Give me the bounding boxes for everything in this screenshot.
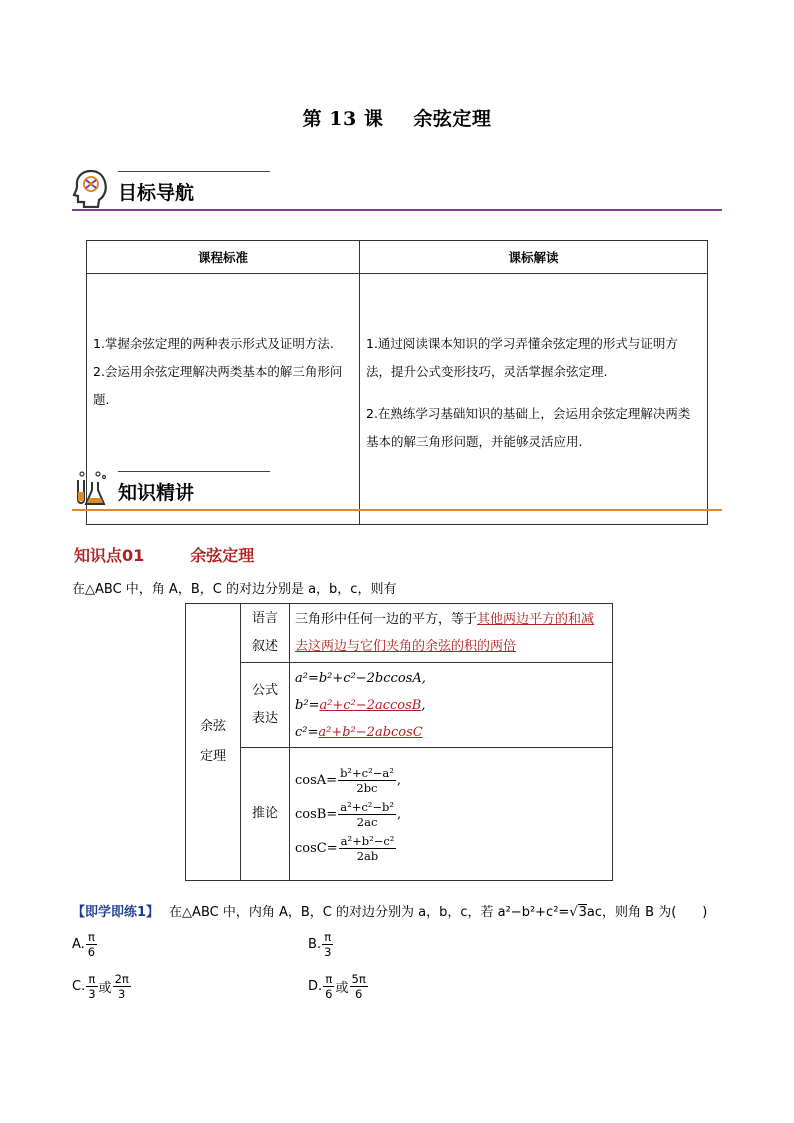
option-a-label: A.: [72, 937, 85, 952]
cosine-law-table: [185, 603, 613, 881]
fraction-numerator: π: [323, 972, 334, 987]
formula-c: a²+b²−2abcosC: [318, 724, 423, 740]
fraction-numerator: π: [86, 930, 97, 945]
option-c-label: C.: [72, 979, 86, 994]
knowledge-point-number: 知识点01: [74, 546, 145, 565]
formula-b-prefix: b²=: [295, 697, 320, 713]
section-header-knowledge: [72, 468, 722, 512]
section-divider-knowledge: [72, 509, 722, 511]
formula-b-line: b²=a²+c²−2accosB,: [295, 697, 426, 713]
option-d-fraction-1: [323, 972, 334, 1001]
formula-c-line: [295, 719, 607, 746]
fraction-denominator: 6: [325, 987, 333, 1001]
knowledge-intro: 在△ABC 中，角 A，B，C 的对边分别是 a，b，c，则有: [72, 582, 397, 597]
knowledge-point-heading: [74, 543, 254, 566]
fraction-denominator: 2ac: [356, 814, 378, 829]
corollary-lhs: cosB=: [295, 806, 338, 822]
formula-a: a²=b²+c²−2bccosA,: [295, 670, 426, 686]
interpretation-item: 2.在熟练学习基础知识的基础上，会运用余弦定理解决两类基本的解三角形问题，并能够灵活应用.: [366, 406, 691, 449]
formula-content-cell: [290, 663, 613, 748]
exercise-tag: 【即学即练1】: [72, 905, 160, 920]
corollary-lhs: cosA=: [295, 772, 338, 788]
standard-item: 1.掌握余弦定理的两种表示形式及证明方法.: [93, 336, 334, 351]
corollary-fraction: [339, 834, 397, 863]
page-title: [0, 104, 794, 131]
exercise-stem-post: ac，则角 B 为( ): [586, 905, 708, 920]
exercise-stem-pre: 在△ABC 中，内角 A，B，C 的对边分别为 a，b，c，若 a²−b²+c²=: [169, 905, 570, 920]
lesson-number: 第 13 课: [302, 108, 384, 130]
fraction-denominator: 6: [87, 945, 96, 959]
fraction-numerator: b²+c²−a²: [340, 765, 394, 780]
option-b[interactable]: [308, 930, 334, 959]
lang-label-cell: [241, 604, 290, 663]
corollary-fraction: [338, 800, 396, 829]
corollary-content-cell: [290, 748, 613, 881]
fraction-denominator: 3: [118, 987, 126, 1001]
lang-plain-text: 三角形中任何一边的平方，等于: [295, 612, 478, 627]
option-d-label: D.: [308, 979, 323, 994]
option-c-fraction-2: [113, 972, 131, 1001]
formula-label-cell: [241, 663, 290, 748]
option-a[interactable]: [72, 930, 98, 959]
option-b-fraction: [322, 930, 333, 959]
section-header-goals: [72, 168, 722, 212]
fraction-denominator: 2bc: [356, 780, 378, 795]
standard-item: 2.会运用余弦定理解决两类基本的解三角形问题.: [93, 364, 343, 407]
corollary-label-cell: [241, 748, 290, 881]
formula-c-prefix: c²=: [295, 724, 319, 740]
formula-label: 公式表达: [251, 683, 278, 726]
corollary-row: [295, 797, 607, 831]
section-divider-goals: [72, 209, 722, 211]
fraction-denominator: 3: [324, 945, 332, 959]
law-label-cell: [186, 604, 241, 881]
corollary-row: [295, 763, 607, 797]
option-d[interactable]: [308, 972, 369, 1001]
interpretation-item: 1.通过阅读课本知识的学习弄懂余弦定理的形式与证明方法，提升公式变形技巧，灵活掌握余弦定理.: [366, 336, 678, 379]
section-title-goals: 目标导航: [118, 182, 195, 204]
fraction-numerator: π: [86, 972, 97, 987]
lang-content-cell: [290, 604, 613, 663]
fraction-numerator: π: [322, 930, 333, 945]
lang-underlined-text: 其他两边平方的和减去这两边与它们夹角的余弦的积的两倍: [295, 612, 595, 654]
lang-label: 语言叙述: [251, 611, 278, 654]
corollary-tail: ,: [397, 806, 402, 822]
fraction-denominator: 3: [88, 987, 96, 1001]
option-b-label: B.: [308, 937, 322, 952]
chemistry-flask-icon: [72, 468, 110, 508]
corollary-lhs: cosC=: [295, 840, 338, 856]
fraction-numerator: 5π: [351, 972, 366, 986]
formula-b: a²+c²−2accosB: [319, 697, 422, 713]
corollary-tail: ,: [396, 772, 401, 788]
option-d-fraction-2: [350, 972, 368, 1001]
knowledge-point-name: 余弦定理: [190, 546, 255, 565]
lesson-topic: 余弦定理: [413, 108, 492, 130]
option-d-or: 或: [335, 981, 349, 996]
fraction-denominator: 2ab: [356, 848, 379, 863]
header-standard-interpretation: 课标解读: [360, 241, 708, 274]
law-label: 余弦定理: [199, 719, 226, 764]
option-c-fraction-1: [86, 972, 97, 1001]
option-c[interactable]: [72, 972, 132, 1001]
fraction-numerator: 2π: [114, 972, 129, 986]
option-c-or: 或: [98, 981, 112, 996]
exercise-stem: [72, 901, 707, 920]
section-title-knowledge: 知识精讲: [118, 482, 195, 504]
corollary-label: 推论: [251, 806, 278, 821]
corollary-fraction: [338, 766, 396, 795]
fraction-numerator: a²+b²−c²: [340, 833, 395, 848]
fraction-numerator: a²+c²−b²: [340, 799, 394, 814]
option-a-fraction: [86, 930, 97, 959]
sqrt-symbol: √: [569, 905, 578, 920]
brain-head-icon: [72, 168, 110, 208]
corollary-row: [295, 831, 607, 865]
sqrt-radicand: 3: [578, 905, 587, 920]
fraction-denominator: 6: [354, 987, 363, 1001]
header-course-standard: 课程标准: [87, 241, 360, 274]
